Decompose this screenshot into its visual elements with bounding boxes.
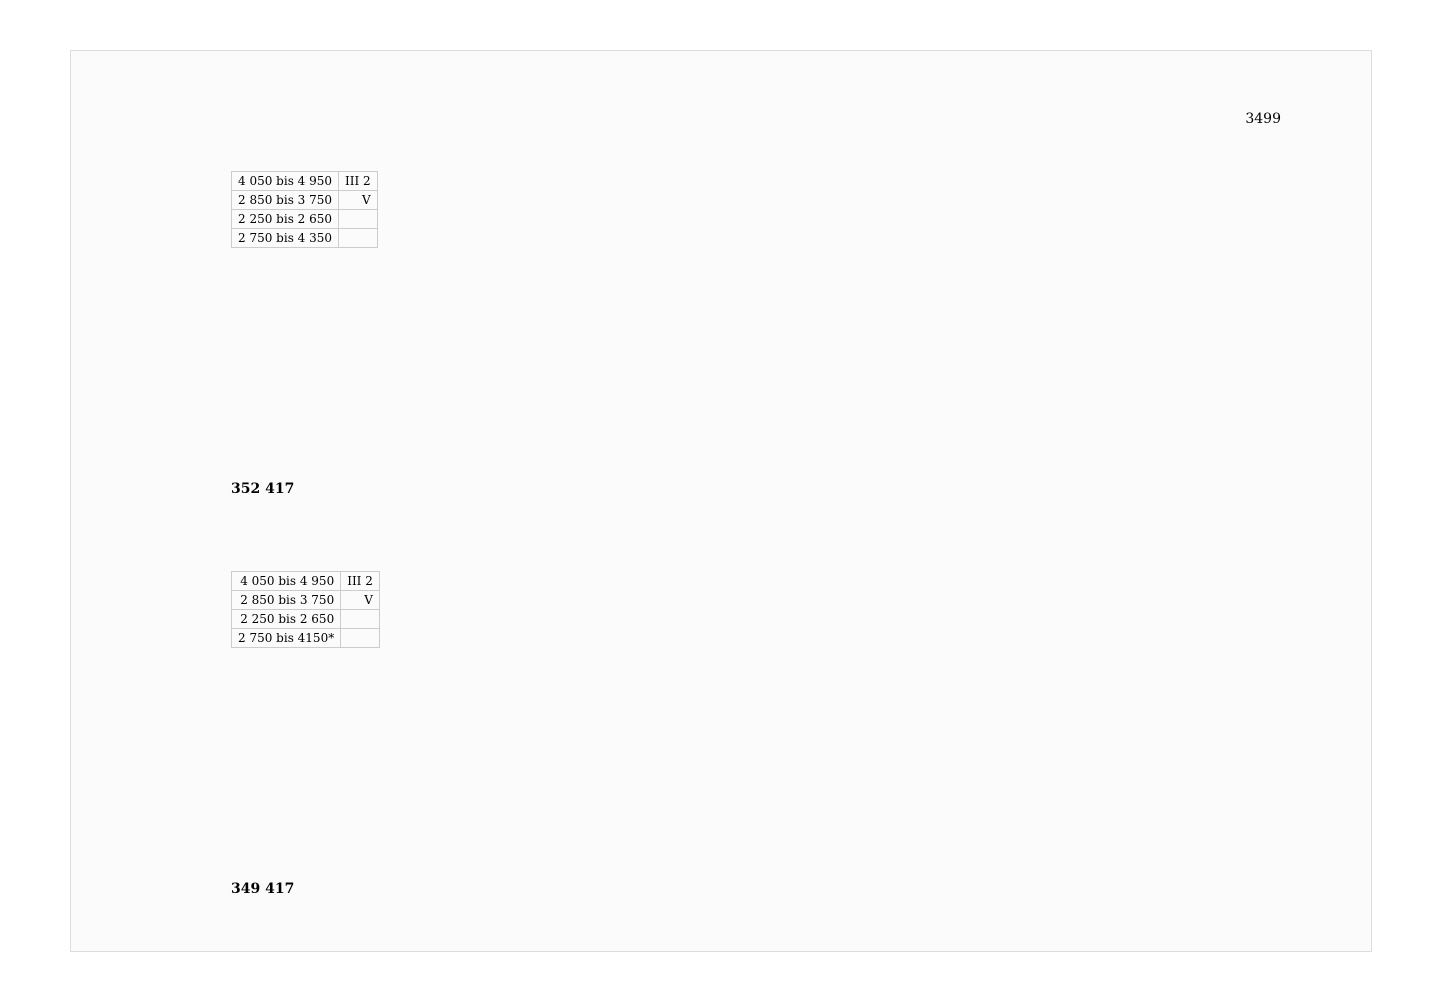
table-row — [232, 210, 378, 229]
table-cell: V — [341, 591, 380, 610]
table-cell: 4 050 bis 4 950 — [232, 572, 341, 591]
table-cell: III 2 — [339, 172, 378, 191]
table-cell: III 2 — [341, 572, 380, 591]
table-cell: 4 050 bis 4 950 — [232, 172, 339, 191]
table-row — [232, 172, 378, 191]
document-sheet — [70, 50, 1372, 952]
table-cell: 2 850 bis 3 750 — [232, 591, 341, 610]
table-row — [232, 629, 380, 648]
table-row — [232, 229, 378, 248]
table-cell: 2 850 bis 3 750 — [232, 191, 339, 210]
table-row — [232, 191, 378, 210]
salary-table-left — [231, 171, 378, 248]
table-cell — [341, 629, 380, 648]
table-cell — [339, 210, 378, 229]
table-cell: 2 750 bis 4150* — [232, 629, 341, 648]
total-right: 349 417 — [231, 881, 295, 897]
table-row — [232, 572, 380, 591]
table-cell: 2 250 bis 2 650 — [232, 210, 339, 229]
table-cell: 2 250 bis 2 650 — [232, 610, 341, 629]
table-row — [232, 591, 380, 610]
page-number: 3499 — [1245, 111, 1281, 127]
table-cell: 2 750 bis 4 350 — [232, 229, 339, 248]
table-row — [232, 610, 380, 629]
table-cell — [341, 610, 380, 629]
table-cell: V — [339, 191, 378, 210]
total-left: 352 417 — [231, 481, 295, 497]
table-cell — [339, 229, 378, 248]
salary-table-right — [231, 571, 380, 648]
